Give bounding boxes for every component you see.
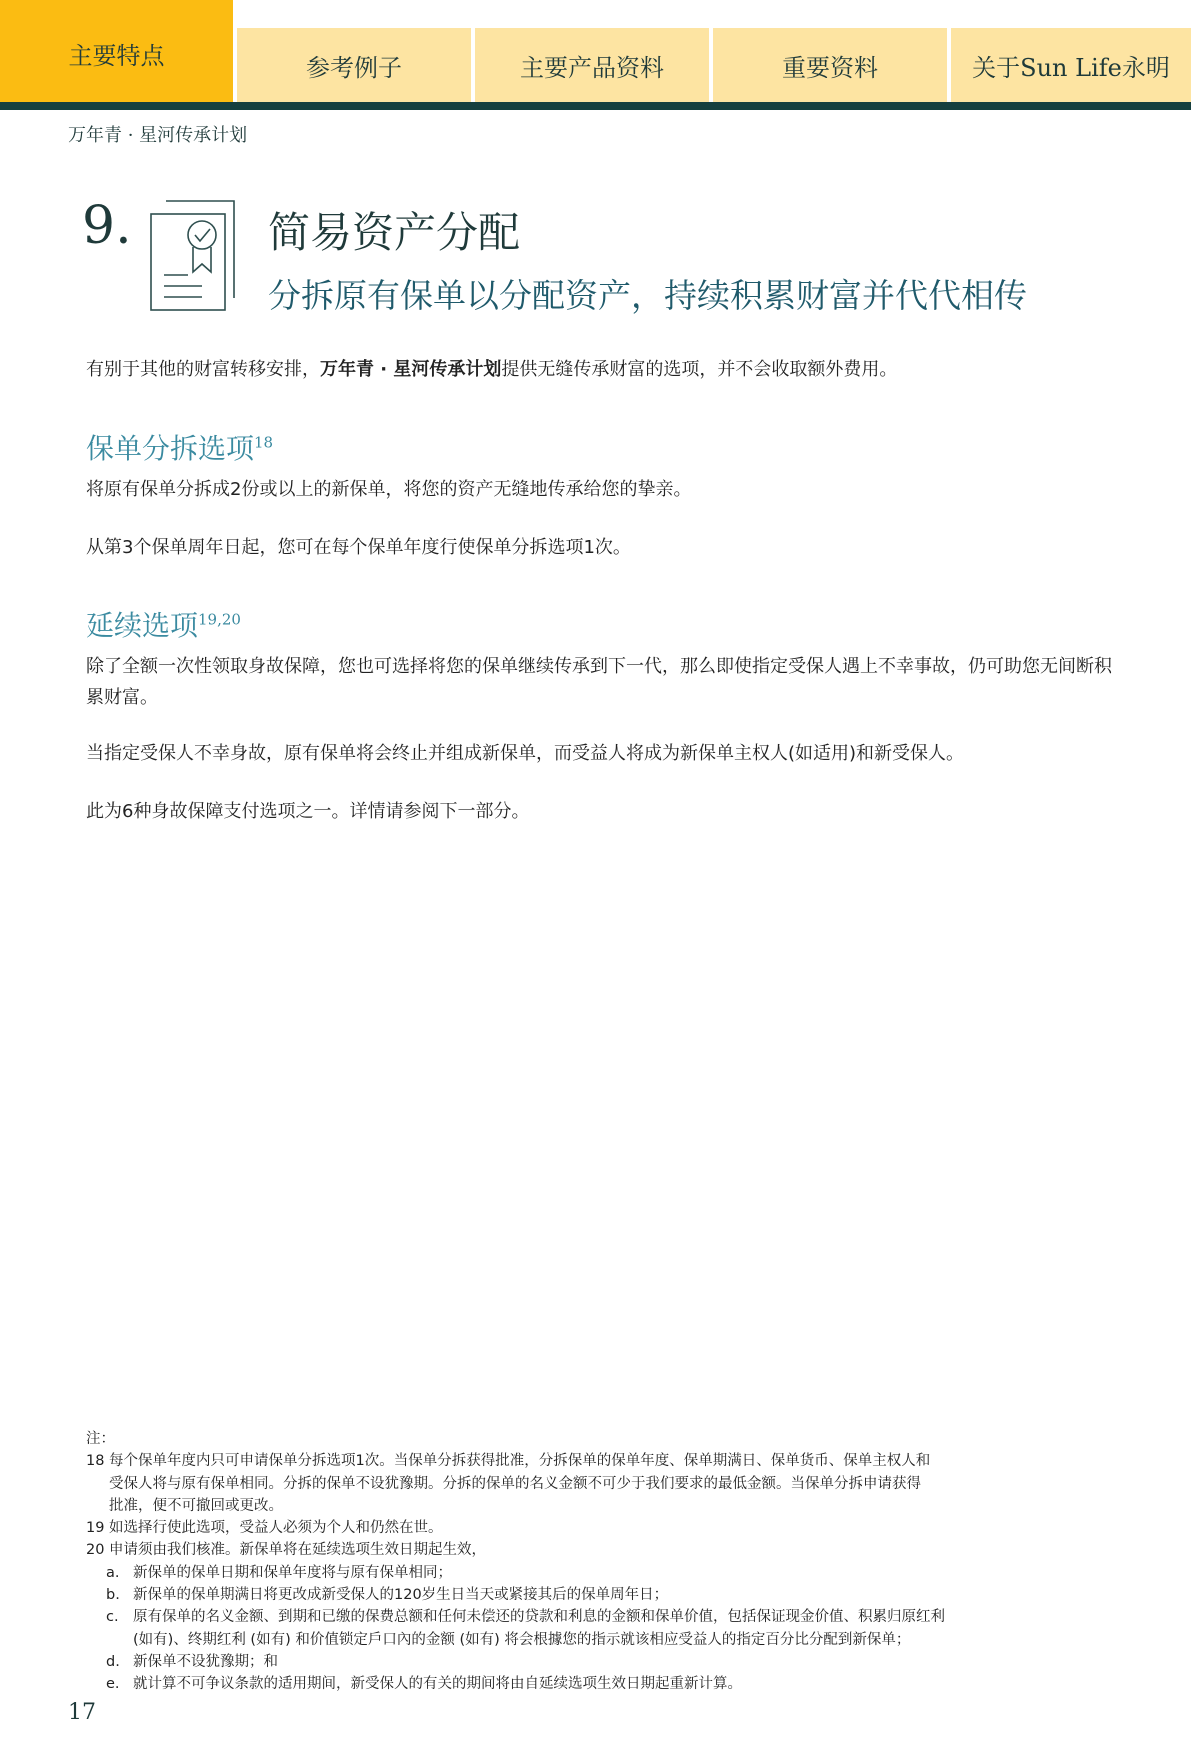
tab-important-info[interactable]: 重要资料: [713, 28, 947, 102]
section-title: 简易资产分配: [268, 208, 521, 257]
footnote-ref-18: 18: [254, 433, 274, 452]
footnotes: 注： 18 每个保单年度内只可申请保单分拆选项1次。当保单分拆获得批准，分拆保单的保单年度、保单期满日、保单货币、保单主权人和 受保人将与原有保单相同。分拆的保单不设犹豫期。分拆的保单的名义金额不可少于我们要求的最低金额。当保单分拆申请获得 批准，便不可撤回或更改。 19 如选择行使此选项，受益人必须为个人和仍然在世。 20 申请须由我们核准。新保单将在延续选项生效日期起生效， a. 新保单的保单日期和保单年度将与原有保单相同； b. 新保单的保单期满日将更改成新受保人的120岁生日当天或紧接其后的保单周年日； c. 原有保单的名义金额、到期和已缴的保费总额和任何未偿还的贷款和利息的金额和保单价值，包括保证现金价值、积累归原红利 (如有)、终期红利 (如有) 和价值锁定戶口內的金额 (如有) 将会根據您的指示就该相应受益人的指定百分比分配到新保单； d. 新保单不设犹豫期；和 e. 就计算不可争议条款的适用期间，新受保人的有关的期间将由自延续选项生效日期起重新计算。: [86, 1428, 1116, 1696]
continuation-paragraph-3: 此为6种身故保障支付选项之一。详情请参阅下一部分。: [86, 801, 530, 822]
continuation-paragraph-2: 当指定受保人不幸身故，原有保单将会终止并组成新保单，而受益人将成为新保单主权人(如适用)和新受保人。: [86, 743, 965, 764]
footnote-18: 18 每个保单年度内只可申请保单分拆选项1次。当保单分拆获得批准，分拆保单的保单年度、保单期满日、保单货币、保单主权人和: [86, 1453, 931, 1470]
tab-about[interactable]: 关于Sun Life永明: [951, 28, 1191, 102]
product-name: 万年青 · 星河传承计划: [68, 125, 248, 146]
certificate-icon: [150, 200, 240, 316]
section-number: 9.: [82, 196, 132, 256]
page-number: 17: [68, 1700, 96, 1725]
intro-paragraph: 有别于其他的财富转移安排，万年青 · 星河传承计划提供无缝传承财富的选项，并不会收取额外费用。: [86, 359, 898, 380]
intro-product-name: 万年青 · 星河传承计划: [320, 359, 502, 380]
footnote-20: 20 申请须由我们核准。新保单将在延续选项生效日期起生效，: [86, 1542, 486, 1559]
top-nav: [0, 0, 1191, 104]
footnote-20-item-e: e. 就计算不可争议条款的适用期间，新受保人的有关的期间将由自延续选项生效日期起重新计算。: [106, 1676, 742, 1693]
tab-examples[interactable]: 参考例子: [237, 28, 471, 102]
tab-product-info[interactable]: 主要产品资料: [475, 28, 709, 102]
nav-divider: [0, 102, 1191, 110]
split-option-heading: 保单分拆选项$^{18}$: [86, 432, 274, 465]
footnote-20-item-d: d. 新保单不设犹豫期；和: [106, 1653, 278, 1670]
footnote-20-item-a: a. 新保单的保单日期和保单年度将与原有保单相同；: [106, 1564, 452, 1581]
section-subtitle: 分拆原有保单以分配资产，持续积累财富并代代相传: [268, 276, 1027, 315]
tab-main-features[interactable]: 主要特点: [0, 0, 233, 102]
split-option-paragraph-2: 从第3个保单周年日起，您可在每个保单年度行使保单分拆选项1次。: [86, 537, 631, 558]
footnote-20-item-c: c. 原有保单的名义金额、到期和已缴的保费总额和任何未偿还的贷款和利息的金额和保单价值，包括保证现金价值、积累归原红利: [106, 1609, 945, 1626]
footnote-20-item-b: b. 新保单的保单期满日将更改成新受保人的120岁生日当天或紧接其后的保单周年日；: [106, 1587, 669, 1604]
continuation-paragraph-1: 除了全额一次性领取身故保障，您也可选择将您的保单继续传承到下一代，那么即使指定受保人遇上不幸事故，仍可助您无间断积累财富。: [86, 656, 1112, 708]
notes-label: 注：: [86, 1431, 115, 1447]
split-option-paragraph-1: 将原有保单分拆成2份或以上的新保单，将您的资产无缝地传承给您的挚亲。: [86, 479, 692, 500]
footnote-ref-19-20: 19,20: [198, 610, 241, 629]
continuation-option-heading: 延续选项$^{19,20}$: [86, 609, 241, 642]
footnote-19: 19 如选择行使此选项，受益人必须为个人和仍然在世。: [86, 1520, 443, 1537]
